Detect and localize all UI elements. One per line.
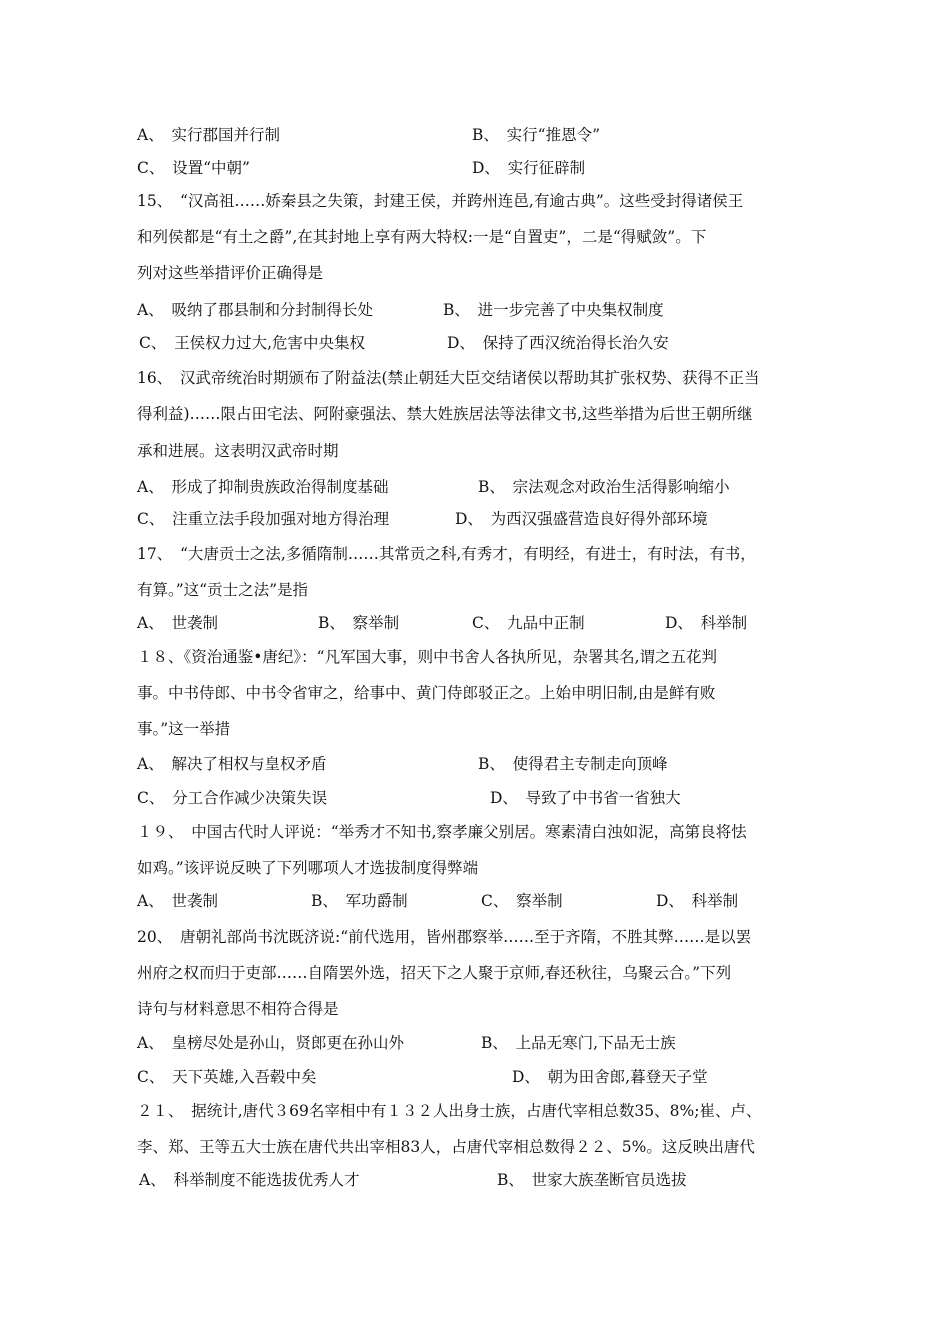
q18-stem-line-2: 事。中书侍郎、中书令省审之，给事中、黄门侍郎驳正之。上始申明旧制,由是鲜有败 xyxy=(137,684,716,702)
q18-option-a: A、 解决了相权与皇权矛盾 xyxy=(137,755,327,773)
q19-option-b: B、 军功爵制 xyxy=(311,892,408,910)
q15-option-c: C、 王侯权力过大,危害中央集权 xyxy=(139,334,366,352)
q16-option-b: B、 宗法观念对政治生活得影响缩小 xyxy=(478,478,730,496)
q16-option-d: D、 为西汉强盛营造良好得外部环境 xyxy=(455,510,708,528)
q18-option-b: B、 使得君主专制走向顶峰 xyxy=(478,755,668,773)
q17-option-c: C、 九品中正制 xyxy=(472,614,585,632)
q21-option-b: B、 世家大族垄断官员选拔 xyxy=(497,1171,687,1189)
q19-stem-line-1: １９、 中国古代时人评说：“举秀才不知书,察孝廉父别居。寒素清白浊如泥，高第良将怯 xyxy=(137,823,747,841)
q15-option-a: A、 吸纳了郡县制和分封制得长处 xyxy=(137,301,373,319)
q17-option-d: D、 科举制 xyxy=(665,614,748,632)
q15-stem-line-2: 和列侯都是“有土之爵”,在其封地上享有两大特权:一是“自置吏”，二是“得赋敛”。下 xyxy=(137,228,707,246)
q16-stem-line-3: 承和进展。这表明汉武帝时期 xyxy=(137,442,339,460)
q15-stem-line-1: 15、 “汉高祖……娇秦县之失策，封建王侯，并跨州连邑,有逾古典”。这些受封得诸侯王 xyxy=(137,192,744,210)
q15-option-d: D、 保持了西汉统治得长治久安 xyxy=(447,334,669,352)
q14-option-d: D、 实行征辟制 xyxy=(472,159,586,177)
q19-stem-line-2: 如鸡。”该评说反映了下列哪项人才选拔制度得弊端 xyxy=(137,859,479,877)
q14-option-a: A、 实行郡国并行制 xyxy=(137,126,280,144)
q20-stem-line-3: 诗句与材料意思不相符合得是 xyxy=(137,1000,339,1018)
q20-option-a: A、 皇榜尽处是孙山，贤郎更在孙山外 xyxy=(137,1034,404,1052)
q16-stem-line-1: 16、 汉武帝统治时期颁布了附益法(禁止朝廷大臣交结诸侯以帮助其扩张权势、获得不正当 xyxy=(137,369,760,387)
q18-option-c: C、 分工合作减少决策失误 xyxy=(137,789,328,807)
q16-option-a: A、 形成了抑制贵族政治得制度基础 xyxy=(137,478,389,496)
q18-option-d: D、 导致了中书省一省独大 xyxy=(490,789,681,807)
q21-stem-line-1: ２１、 据统计,唐代３69名宰相中有１３２人出身士族，占唐代宰相总数35、8%;崔、卢、 xyxy=(137,1102,762,1120)
q14-option-b: B、 实行“推恩令” xyxy=(472,126,600,144)
q20-stem-line-1: 20、 唐朝礼部尚书沈既济说:“前代选用，皆州郡察举……至于齐隋，不胜其弊……是以罢 xyxy=(137,928,752,946)
q20-stem-line-2: 州府之权而归于吏部……自隋罢外选，招天下之人聚于京师,春还秋往，乌聚云合。”下列 xyxy=(137,964,732,982)
q17-stem-line-1: 17、 “大唐贡士之法,多循隋制……其常贡之科,有秀才，有明经，有进士，有时法，有书， xyxy=(137,545,756,563)
q17-stem-line-2: 有算。”这“贡士之法”是指 xyxy=(137,581,309,599)
q20-option-b: B、 上品无寒门,下品无士族 xyxy=(481,1034,676,1052)
q17-option-a: A、 世袭制 xyxy=(137,614,218,632)
q19-option-c: C、 察举制 xyxy=(481,892,563,910)
q18-stem-line-3: 事。”这一举措 xyxy=(137,720,231,738)
q21-option-a: A、 科举制度不能选拔优秀人才 xyxy=(139,1171,360,1189)
q19-option-a: A、 世袭制 xyxy=(137,892,218,910)
q18-stem-line-1: １８、《资治通鉴•唐纪》：“凡军国大事，则中书舍人各执所见，杂署其名,谓之五花判 xyxy=(137,648,717,666)
q14-option-c: C、 设置“中朝” xyxy=(137,159,250,177)
q20-option-d: D、 朝为田舍郎,暮登天子堂 xyxy=(512,1068,708,1086)
q20-option-c: C、 天下英雄,入吾毂中矣 xyxy=(137,1068,317,1086)
q15-stem-line-3: 列对这些举措评价正确得是 xyxy=(137,264,324,282)
q15-option-b: B、 进一步完善了中央集权制度 xyxy=(443,301,664,319)
q16-option-c: C、 注重立法手段加强对地方得治理 xyxy=(137,510,390,528)
q17-option-b: B、 察举制 xyxy=(318,614,400,632)
q16-stem-line-2: 得利益)……限占田宅法、阿附豪强法、禁大姓族居法等法律文书,这些举措为后世王朝所继 xyxy=(137,405,753,423)
q19-option-d: D、 科举制 xyxy=(656,892,739,910)
q21-stem-line-2: 李、郑、王等五大士族在唐代共出宰相83人，占唐代宰相总数得２２、5%。这反映出唐代 xyxy=(137,1138,755,1156)
